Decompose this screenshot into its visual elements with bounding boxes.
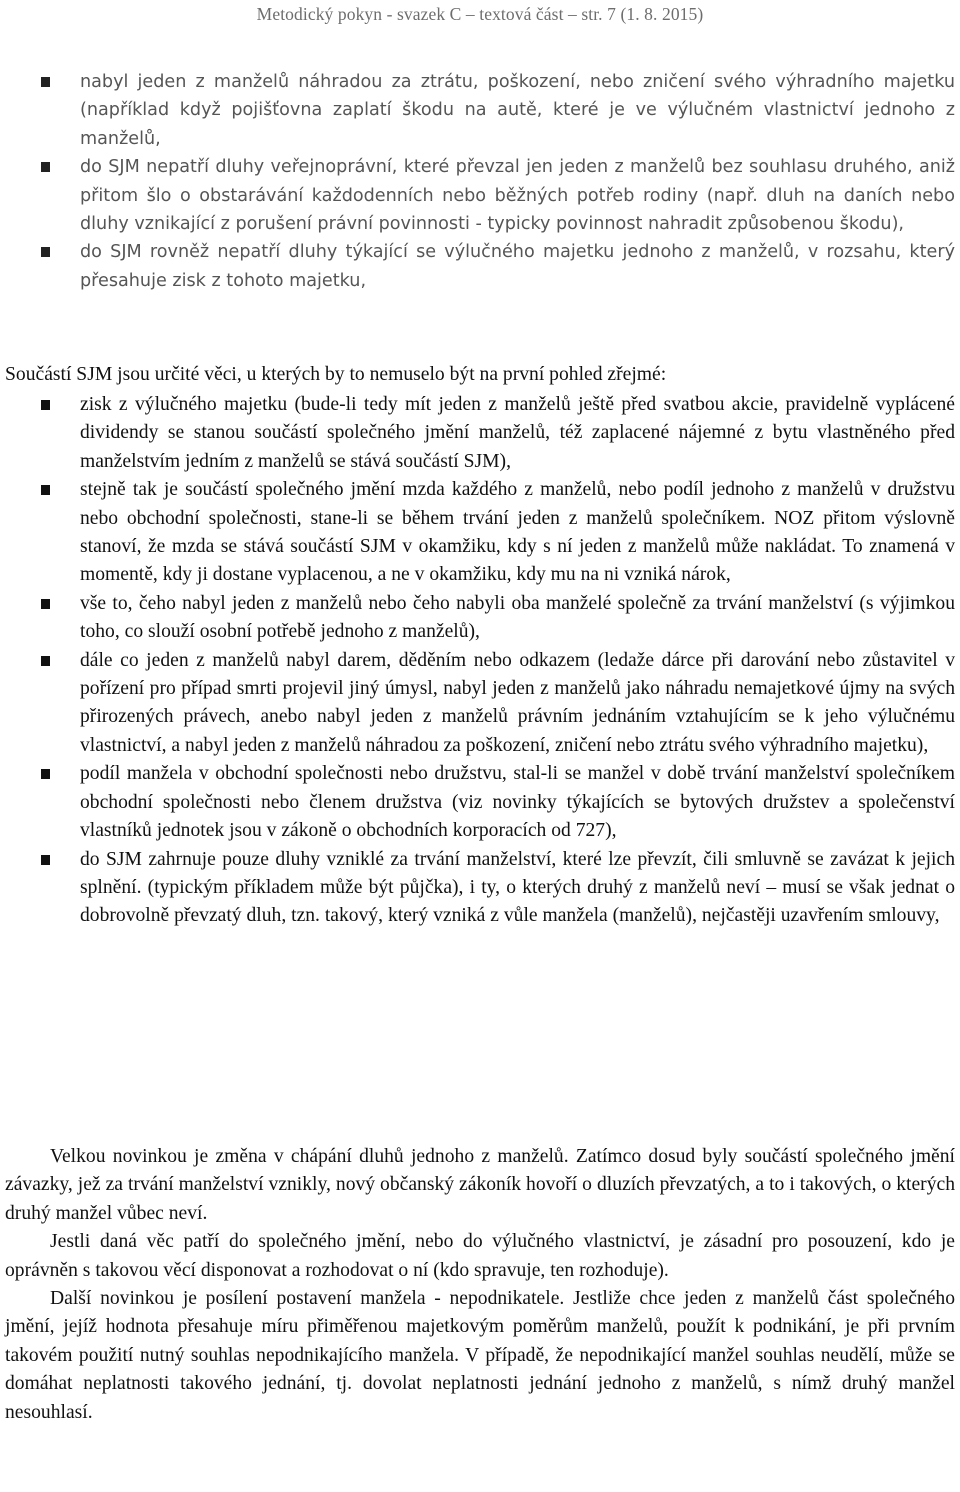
square-bullet-icon: [41, 855, 50, 865]
list-item-text: zisk z výlučného majetku (bude-li tedy mít jeden z manželů ještě před svatbou akcie, pravidelně vyplácené dividendy se stanou součástí společného jmění manželů, též zaplacené nájemné z bytu vlastněného před manželstvím jedním z manželů se stává součástí SJM),: [80, 394, 955, 472]
list-item: [0, 153, 960, 238]
page-header: Metodický pokyn - svazek C – textová část – str. 7 (1. 8. 2015): [256, 4, 704, 24]
square-bullet-icon: [41, 769, 50, 779]
square-bullet-icon: [41, 599, 50, 609]
square-bullet-icon: [41, 77, 50, 87]
list-item: [0, 238, 960, 295]
list-item: [0, 68, 960, 153]
list-item-text: do SJM zahrnuje pouze dluhy vzniklé za trvání manželství, které lze převzít, čili smluvně se zavázat k jejich splnění. (typickým příkladem může být půjčka), i ty, o kterých druhý z manželů neví – musí se však jednat o dobrovolně převzatý dluh, tzn. takový, který vzniká z vůle manžela (manželů), nejčastěji uzavřením smlouvy,: [80, 848, 955, 927]
list-item: [0, 590, 960, 647]
list-item-text: do SJM nepatří dluhy veřejnoprávní, které převzal jen jeden z manželů bez souhlasu druhého, aniž přitom šlo o obstarávání každodenních nebo běžných potřeb rodiny (např. dluh na daních nebo dluhy vznikající z porušení právní povinnosti - typicky povinnost nahradit způsobenou škodu),: [80, 157, 955, 235]
list-item-text: do SJM rovněž nepatří dluhy týkající se výlučného majetku jednoho z manželů, v rozsahu, který přesahuje zisk z tohoto majetku,: [80, 242, 955, 291]
square-bullet-icon: [41, 400, 50, 410]
list-item: [0, 760, 960, 845]
square-bullet-icon: [41, 247, 50, 257]
paragraph-ownership: Jestli daná věc patří do společného jmění, nebo do výlučného vlastnictví, je zásadní pro posouzení, kdo je oprávněn s takovou věcí disponovat a rozhodovat o ní (kdo spravuje, ten rozhoduje).: [5, 1231, 955, 1281]
list-item: [0, 476, 960, 590]
list-item: [0, 647, 960, 761]
list-item-text: vše to, čeho nabyl jeden z manželů nebo čeho nabyli oba manželé společně za trvání manželství (s výjimkou toho, co slouží osobní potřebě jednoho z manželů),: [80, 592, 955, 643]
list-item-text: stejně tak je součástí společného jmění mzda každého z manželů, nebo podíl jednoho z manželů v družstvu nebo obchodní společnosti, stane-li se během trvání jeden z manželů společníkem. NOZ přitom výslovně stanoví, že mzda se stává součástí SJM v okamžiku, kdy s ní jeden z manželů může nakládat. To znamená v momentě, kdy ji dostane vyplacenou, a ne v okamžiku, kdy mu na ni vzniká nárok,: [80, 479, 955, 586]
list-item-text: dále co jeden z manželů nabyl darem, děděním nebo odkazem (ledaže dárce při darování nebo zůstavitel v pořízení pro případ smrti projevil jiný úmysl, nabyl jeden z manželů jako náhradu nemajetkové újmy na svých přirozených právech, anebo nabyl jeden z manželů právním jednáním vztahujícím se k jeho výlučnému vlastnictví, a nabyl jeden z manželů náhradou za poškození, zničení nebo ztrátu svého výhradního majetku),: [80, 649, 955, 756]
bullet-list-exceptions: [0, 68, 960, 295]
list-item: [0, 846, 960, 931]
list-item: [0, 391, 960, 476]
list-item-text: podíl manžela v obchodní společnosti nebo družstvu, stal-li se manžel v době trvání manželství společníkem obchodní společnosti nebo členem družstva (viz novinky týkajících se bytových družstev a společenství vlastníků jednotek jsou v zákoně o obchodních korporacích od 727),: [80, 763, 955, 842]
square-bullet-icon: [41, 656, 50, 666]
square-bullet-icon: [41, 485, 50, 495]
paragraph-non-entrepreneur: Další novinkou je posílení postavení manžela - nepodnikatele. Jestliže chce jeden z manželů část společného jmění, jejíž hodnota přesahuje míru přiměřenou majetkovým poměrům manželů, použít k podnikání, je při prvním takovém použití nutný souhlas nepodnikajícího manžela. V případě, že nepodnikající manžel souhlas neudělí, může se domáhat neplatnosti takového jednání, tj. dovolat neplatnosti jednání jednoho z manželů, s nímž druhý manžel nesouhlasí.: [5, 1288, 955, 1423]
square-bullet-icon: [41, 162, 50, 172]
paragraph-debts: Velkou novinkou je změna v chápání dluhů jednoho z manželů. Zatímco dosud byly součástí společného jmění závazky, jež za trvání manželství vznikly, nový občanský zákoník hovoří o dluzích převzatých, a to i takových, o kterých druhý manžel vůbec neví.: [5, 1146, 955, 1224]
bullet-list-sjm-components: [0, 391, 960, 931]
list-item-text: nabyl jeden z manželů náhradou za ztrátu, poškození, nebo zničení svého výhradního majetku (například když pojišťovna zaplatí škodu na autě, které je ve výlučném vlastnictví jednoho z manželů,: [80, 72, 955, 149]
body-paragraphs: [0, 1143, 960, 1427]
intro-sentence: Součástí SJM jsou určité věci, u kterých by to nemuselo být na první pohled zřejmé:: [5, 364, 667, 385]
